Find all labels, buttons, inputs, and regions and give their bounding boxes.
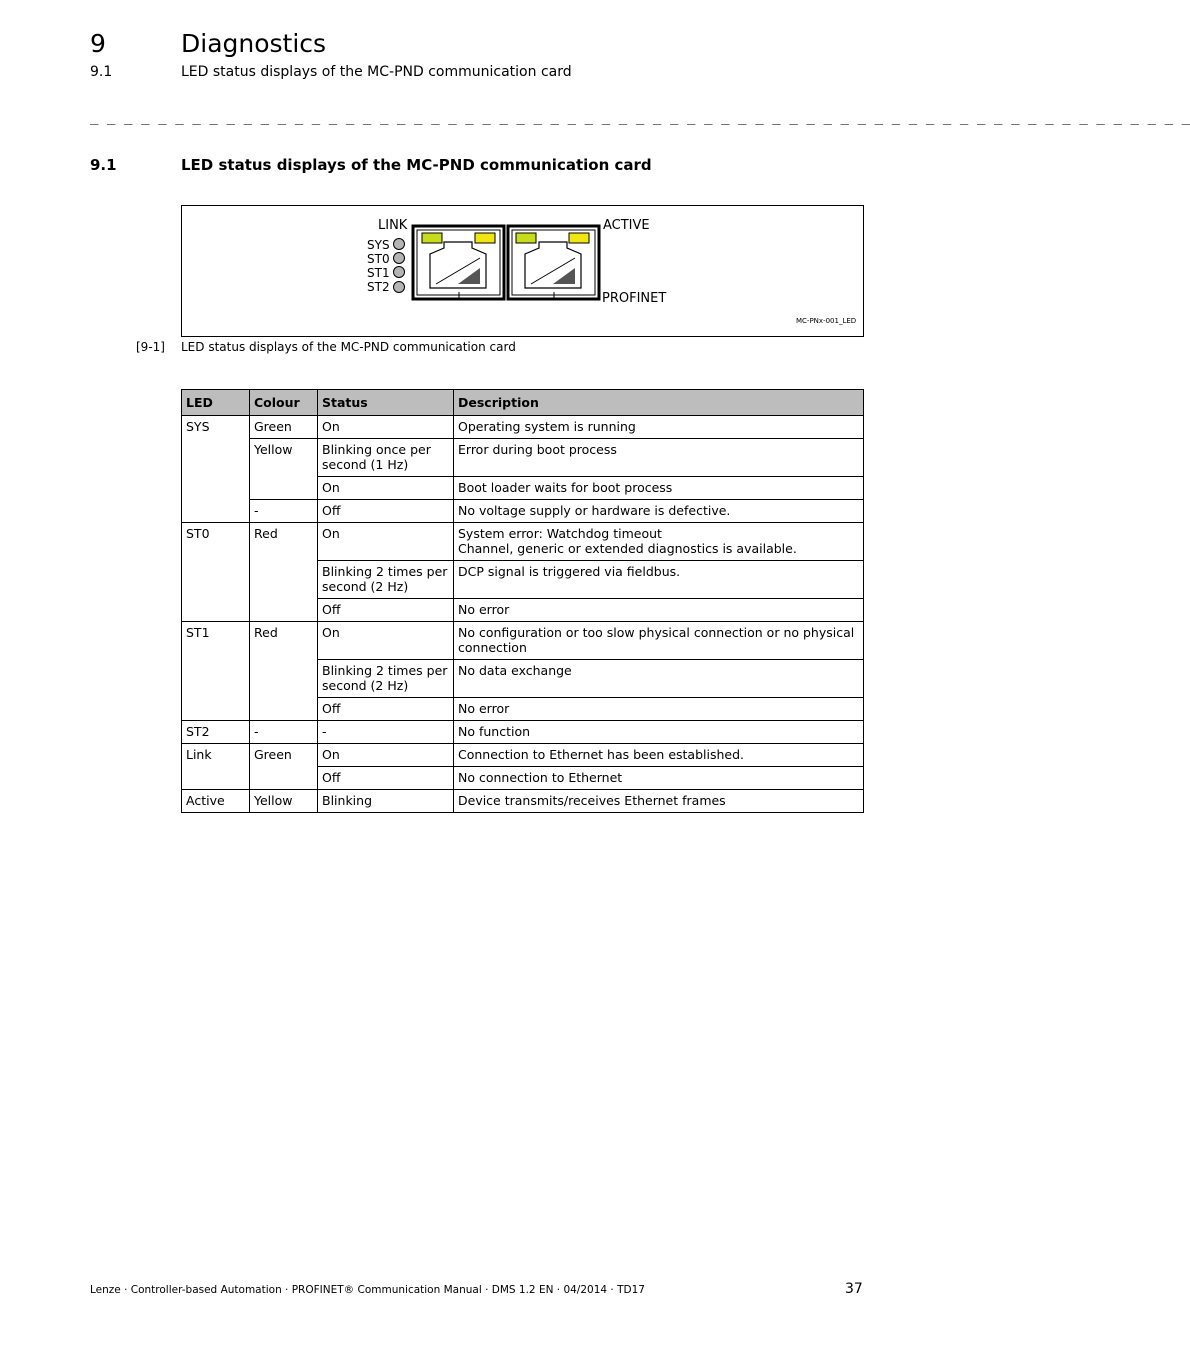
section-number: 9.1: [90, 156, 117, 174]
cell-description: Boot loader waits for boot process: [454, 477, 864, 500]
cell-colour: Yellow: [250, 790, 318, 813]
cell-description: Error during boot process: [454, 439, 864, 477]
table-row: [182, 500, 864, 523]
header-status: Status: [318, 390, 454, 416]
active-label: ACTIVE: [603, 218, 650, 233]
link-label: LINK: [378, 218, 408, 233]
header-section-number: 9.1: [90, 64, 113, 80]
table-row: [182, 622, 864, 660]
cell-status: On: [318, 744, 454, 767]
cell-status: On: [318, 523, 454, 561]
rj45-ports-drawing: [182, 206, 863, 336]
cell-colour: Red: [250, 622, 318, 721]
rj45-port-left-icon: [413, 226, 504, 299]
chapter-title: Diagnostics: [181, 29, 327, 58]
page-number: 37: [845, 1281, 863, 1297]
header-description: Description: [454, 390, 864, 416]
cell-description: No function: [454, 721, 864, 744]
cell-description: No configuration or too slow physical connection or no physical connection: [454, 622, 864, 660]
cell-status: Off: [318, 500, 454, 523]
description-line: Channel, generic or extended diagnostics is available.: [458, 541, 797, 556]
description-line: System error: Watchdog timeout: [458, 526, 662, 541]
cell-status: Blinking 2 times per second (2 Hz): [318, 660, 454, 698]
cell-description: No data exchange: [454, 660, 864, 698]
cell-colour: -: [250, 500, 318, 523]
footer-text: Lenze · Controller-based Automation · PROFINET® Communication Manual · DMS 1.2 EN · 04/2014 · TD17: [90, 1284, 645, 1296]
table-header-row: [182, 390, 864, 416]
led-label-sys: SYS: [367, 238, 390, 252]
cell-led: ST1: [182, 622, 250, 721]
figure-caption-number: [9-1]: [136, 340, 165, 354]
led-status-table: [181, 389, 864, 813]
cell-colour: Green: [250, 744, 318, 790]
profinet-label: PROFINET: [602, 291, 667, 306]
cell-colour: -: [250, 721, 318, 744]
figure-caption-text: LED status displays of the MC-PND communication card: [181, 340, 516, 354]
sys-led-icon: [394, 239, 405, 250]
led-label-st0: ST0: [367, 252, 390, 266]
cell-status: -: [318, 721, 454, 744]
chapter-number: 9: [90, 29, 106, 58]
cell-colour: Yellow: [250, 439, 318, 500]
st2-led-icon: [394, 282, 405, 293]
cell-description: No connection to Ethernet: [454, 767, 864, 790]
cell-description: Device transmits/receives Ethernet frames: [454, 790, 864, 813]
cell-led: Link: [182, 744, 250, 790]
cell-description: DCP signal is triggered via fieldbus.: [454, 561, 864, 599]
cell-description: No error: [454, 698, 864, 721]
cell-status: Off: [318, 767, 454, 790]
header-separator: _ _ _ _ _ _ _ _ _ _ _ _ _ _ _ _ _ _ _ _ _ _ _ _ _ _ _ _ _ _ _ _ _ _ _ _ _ _ _ _ _ _ _ _ _ _ _ _ _ _ _ _ _ _ _ _ _ _ _ _ _ _ _ _ _: [90, 109, 1190, 125]
st1-led-icon: [394, 267, 405, 278]
table-row: [182, 744, 864, 767]
cell-status: Blinking 2 times per second (2 Hz): [318, 561, 454, 599]
cell-colour: Red: [250, 523, 318, 622]
cell-description: Connection to Ethernet has been established.: [454, 744, 864, 767]
section-title: LED status displays of the MC-PND communication card: [181, 156, 652, 174]
table-row: [182, 523, 864, 561]
header-section-title: LED status displays of the MC-PND communication card: [181, 64, 572, 80]
led-figure: [181, 205, 864, 337]
table-row: [182, 439, 864, 477]
cell-colour: Green: [250, 416, 318, 439]
cell-status: Blinking once per second (1 Hz): [318, 439, 454, 477]
cell-description: No error: [454, 599, 864, 622]
cell-status: Off: [318, 698, 454, 721]
cell-led: Active: [182, 790, 250, 813]
rj45-port-right-icon: [508, 226, 599, 299]
cell-description: [454, 523, 864, 561]
led-label-st2: ST2: [367, 280, 390, 294]
cell-led: ST0: [182, 523, 250, 622]
table-row: [182, 416, 864, 439]
cell-description: No voltage supply or hardware is defective.: [454, 500, 864, 523]
cell-led: ST2: [182, 721, 250, 744]
led-label-st1: ST1: [367, 266, 390, 280]
cell-status: Blinking: [318, 790, 454, 813]
table-row: [182, 721, 864, 744]
header-led: LED: [182, 390, 250, 416]
cell-status: On: [318, 622, 454, 660]
cell-description: Operating system is running: [454, 416, 864, 439]
st0-led-icon: [394, 253, 405, 264]
figure-reference: MC-PNx-001_LED: [796, 317, 857, 325]
cell-led: SYS: [182, 416, 250, 523]
cell-status: Off: [318, 599, 454, 622]
cell-status: On: [318, 477, 454, 500]
table-row: [182, 790, 864, 813]
cell-status: On: [318, 416, 454, 439]
header-colour: Colour: [250, 390, 318, 416]
